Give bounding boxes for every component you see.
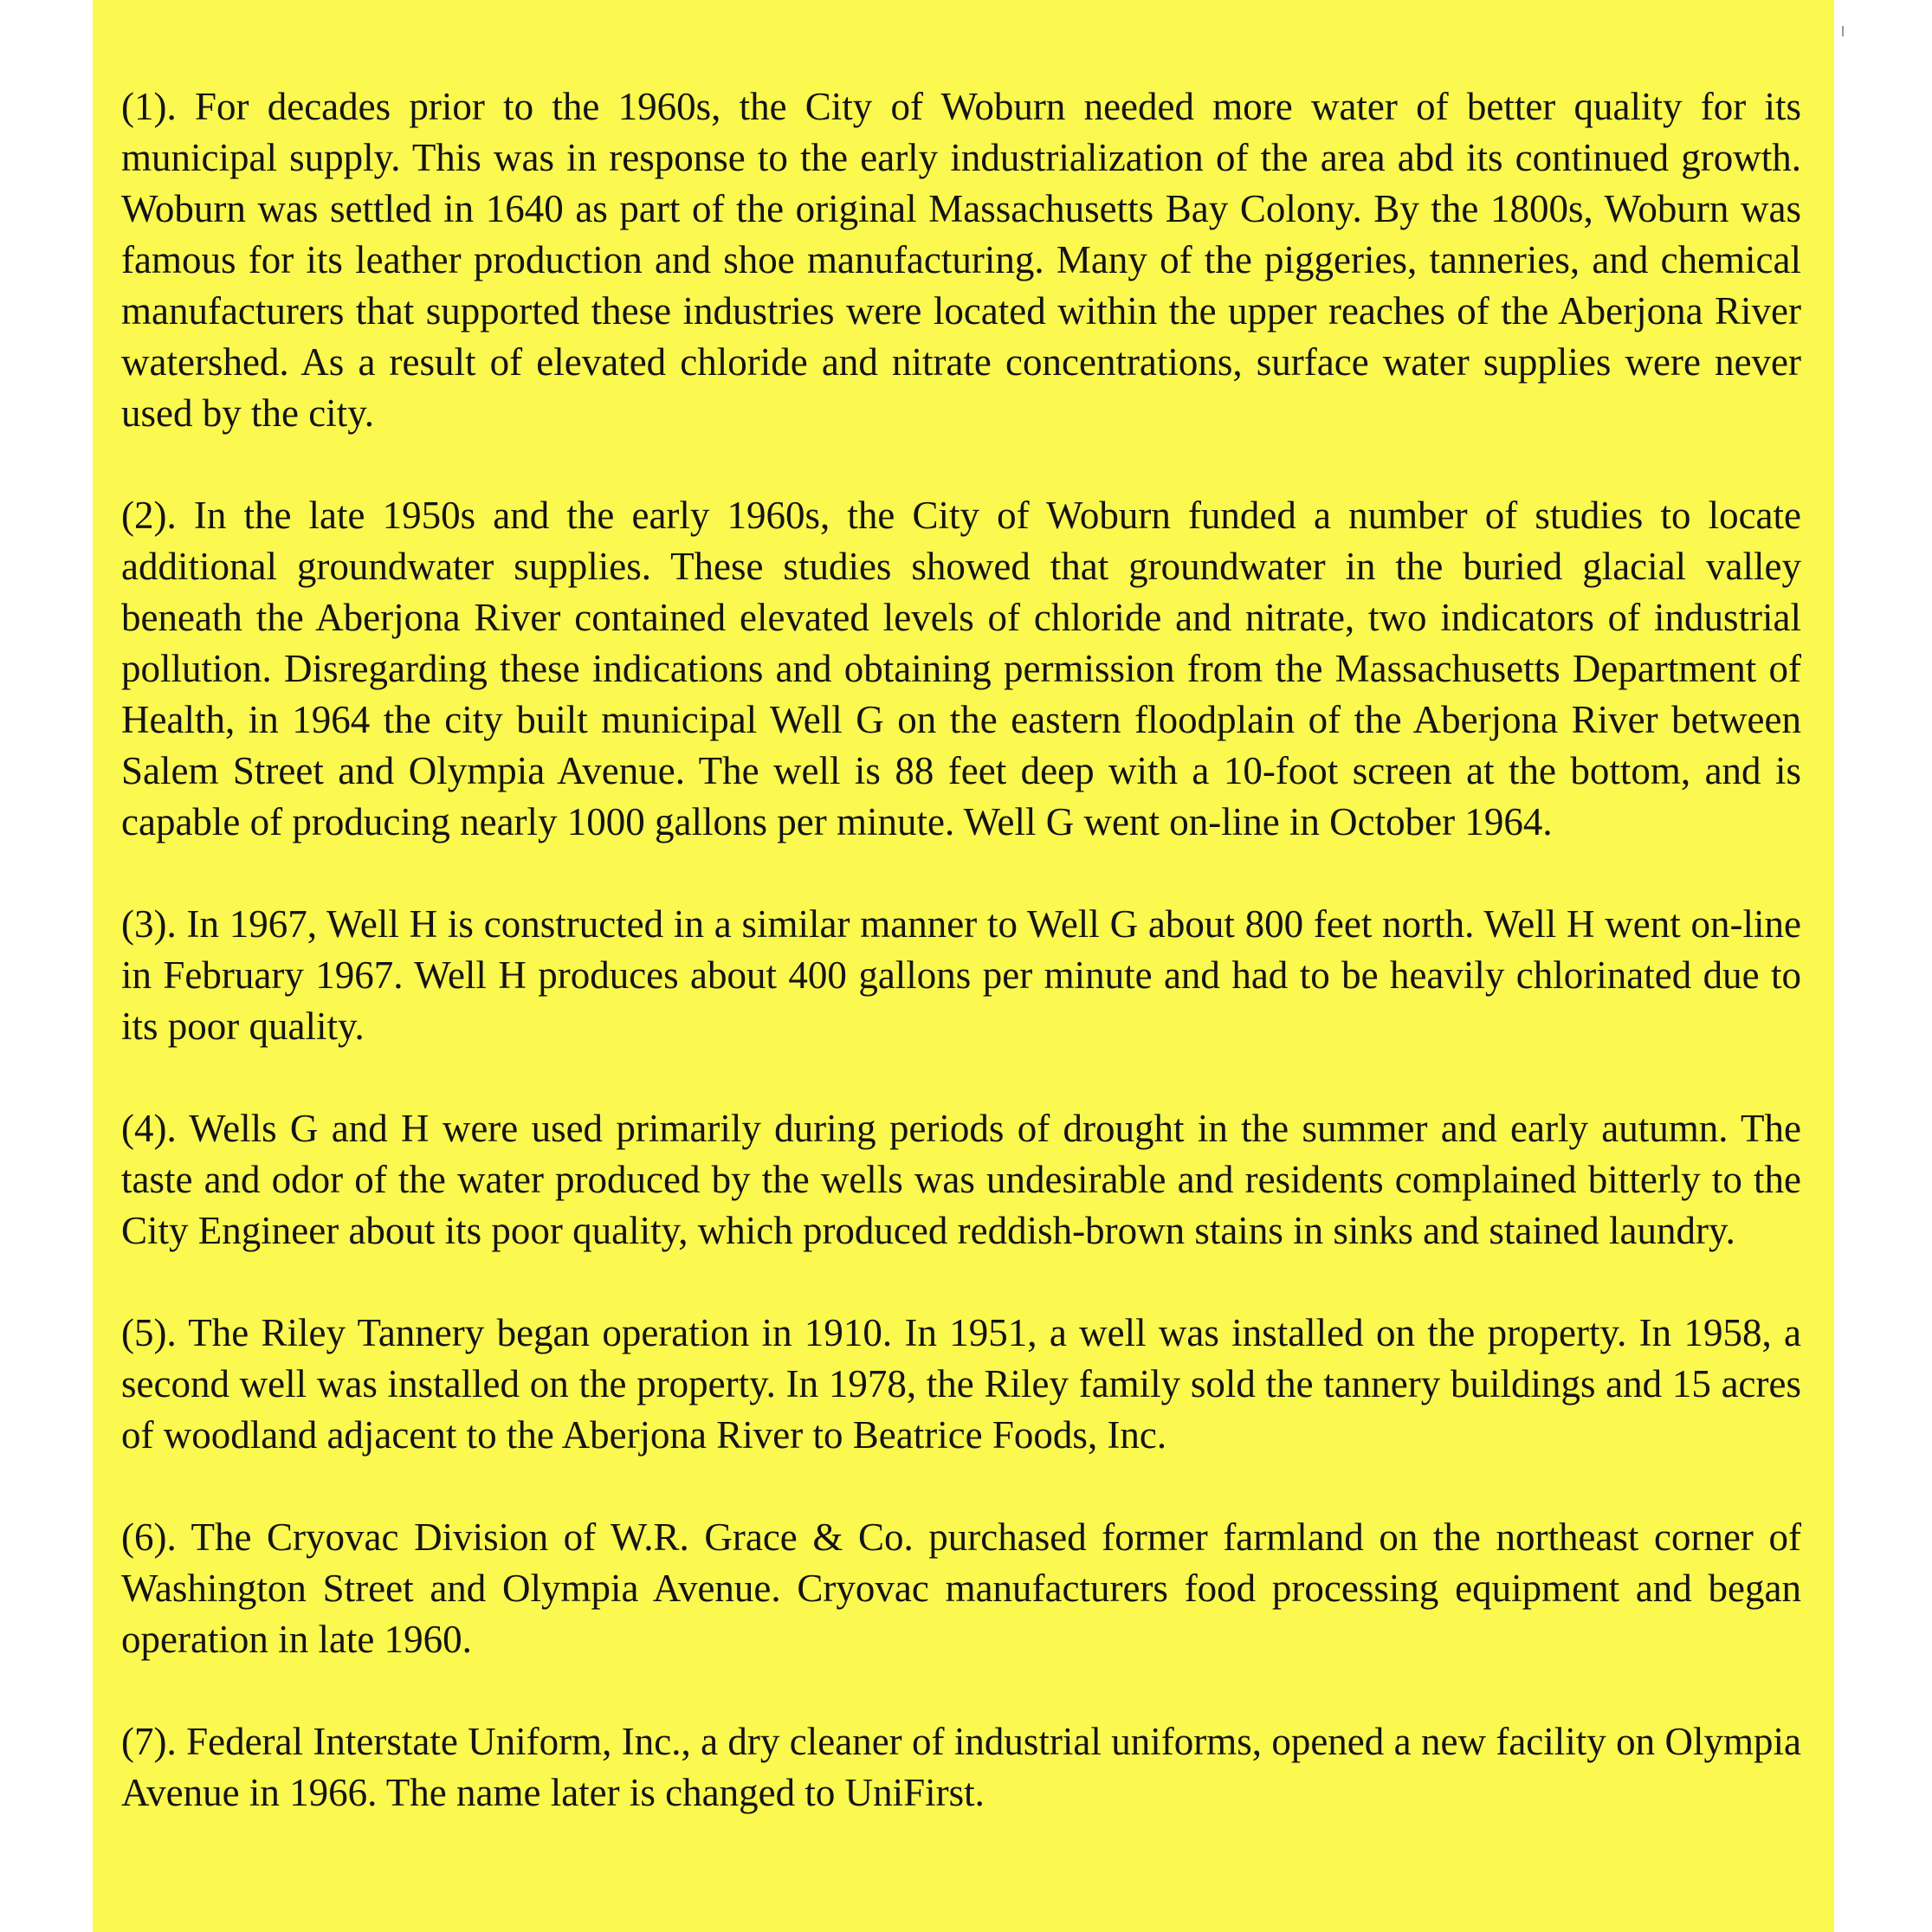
paragraph-5: (5). The Riley Tannery began operation in 1910. In 1951, a well was installed on the property. In 1958, a second well was installed on the property. In 1978, the Riley family sold the tannery buildings and 15 acres of woodland adjacent to the Aberjona River to Beatrice Foods, Inc. — [121, 1311, 1801, 1457]
yellow-sheet — [93, 0, 1834, 1932]
scan-mark — [1842, 26, 1844, 36]
paragraph-1: (1). For decades prior to the 1960s, the City of Woburn needed more water of better quality for its municipal supply. This was in response to the early industrialization of the area abd its continued growth. Woburn was settled in 1640 as part of the original Massachusetts Bay Colony. By the 1800s, Woburn was famous for its leather production and shoe manufacturing. Many of the piggeries, tanneries, and chemical manufacturers that supported these industries were located within the upper reaches of the Aberjona River watershed. As a result of elevated chloride and nitrate concentrations, surface water supplies were never used by the city. — [121, 85, 1801, 435]
paragraph-2: (2). In the late 1950s and the early 1960s, the City of Woburn funded a number of studies to locate additional groundwater supplies. These studies showed that groundwater in the buried glacial valley beneath the Aberjona River contained elevated levels of chloride and nitrate, two indicators of industrial pollution. Disregarding these indications and obtaining permission from the Massachusetts Department of Health, in 1964 the city built municipal Well G on the eastern floodplain of the Aberjona River between Salem Street and Olympia Avenue. The well is 88 feet deep with a 10-foot screen at the bottom, and is capable of producing nearly 1000 gallons per minute. Well G went on-line in October 1964. — [121, 494, 1801, 843]
paragraph-7: (7). Federal Interstate Uniform, Inc., a dry cleaner of industrial uniforms, opened a new facility on Olympia Avenue in 1966. The name later is changed to UniFirst. — [121, 1720, 1801, 1814]
paragraph-6: (6). The Cryovac Division of W.R. Grace & Co. purchased former farmland on the northeast corner of Washington Street and Olympia Avenue. Cryovac manufacturers food processing equipment and began operation in late 1960. — [121, 1515, 1801, 1661]
paragraph-3: (3). In 1967, Well H is constructed in a similar manner to Well G about 800 feet north. Well H went on-line in February 1967. Well H produces about 400 gallons per minute and had to be heavily chlorinated due to its poor quality. — [121, 902, 1801, 1048]
document-body — [121, 81, 1801, 1819]
paragraph-4: (4). Wells G and H were used primarily during periods of drought in the summer and early autumn. The taste and odor of the water produced by the wells was undesirable and residents complained bitterly to the City Engineer about its poor quality, which produced reddish-brown stains in sinks and stained laundry. — [121, 1107, 1801, 1252]
